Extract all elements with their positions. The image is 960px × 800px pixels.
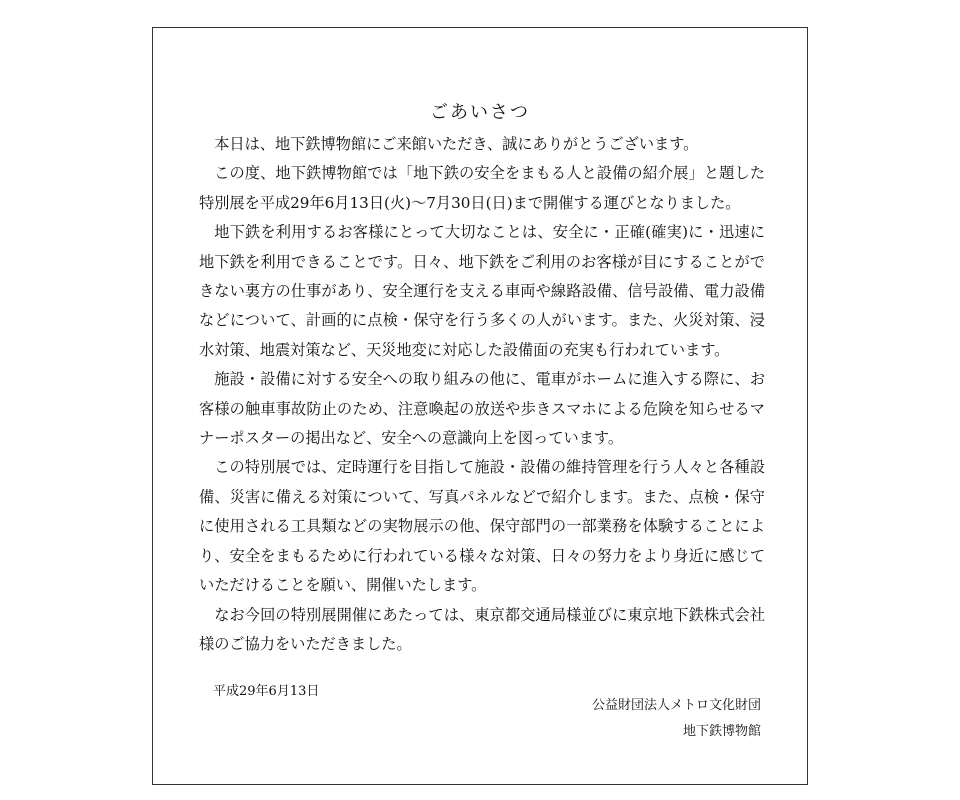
paragraph-welcome: 本日は、地下鉄博物館にご来館いただき、誠にありがとうございます。 [214, 135, 699, 153]
paragraph-exhibition-announcement: この度、地下鉄博物館では「地下鉄の安全をまもる人と設備の紹介展」と題した特別展を平成29年6月13日(火)～7月30日(日)まで開催する運びとなりました。 [199, 164, 765, 212]
museum-name: 地下鉄博物館 [682, 724, 761, 739]
greeting-body [199, 130, 765, 659]
notice-frame [152, 27, 808, 785]
page-title: ごあいさつ [430, 102, 530, 123]
paragraph-exhibition-content: この特別展では、定時運行を目指して施設・設備の維持管理を行う人々と各種設備、災害に備える対策について、写真パネルなどで紹介します。また、点検・保守に使用される工具類などの実物展示の他、保守部門の一部業務を体験することにより、安全をまもるために行われている様々な対策、日々の努力をより身近に感じていただけることを願い、開催いたします。 [199, 458, 766, 595]
issue-date: 平成29年6月13日 [213, 684, 320, 699]
paragraph-safety-work: 地下鉄を利用するお客様にとって大切なことは、安全に・正確(確実)に・迅速に地下鉄を利用できることです。日々、地下鉄をご利用のお客様が目にすることができない裏方の仕事があり、安全運行を支える車両や線路設備、信号設備、電力設備などについて、計画的に点検・保守を行う多くの人がいます。また、火災対策、浸水対策、地震対策など、天災地変に対応した設備面の充実も行われています。 [199, 223, 766, 359]
paragraph-acknowledgement: なお今回の特別展開催にあたっては、東京都交通局様並びに東京地下鉄株式会社様のご協力をいただきました。 [199, 605, 765, 653]
paragraph-safety-initiatives: 施設・設備に対する安全への取り組みの他に、電車がホームに進入する際に、お客様の触車事故防止のため、注意喚起の放送や歩きスマホによる危険を知らせるマナーポスターの掲出など、安全への意識向上を図っています。 [199, 370, 765, 448]
organization-name: 公益財団法人メトロ文化財団 [591, 698, 761, 713]
